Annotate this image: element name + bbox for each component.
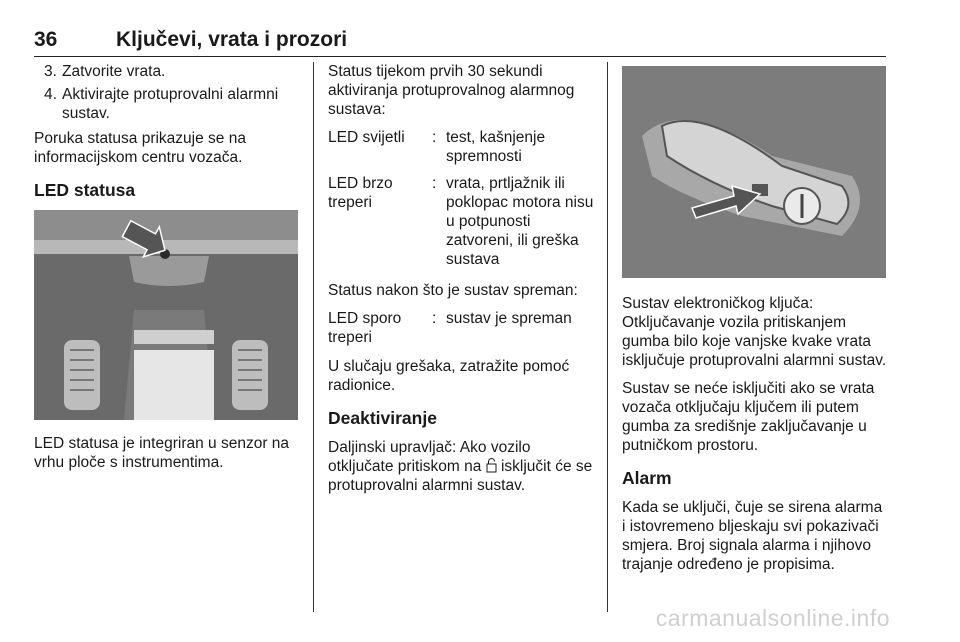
status-intro: Status tijekom prvih 30 sekundi aktiviranja protuprovalnog alarmnog sustava: <box>328 63 575 118</box>
status-after: Status nakon što je sustav spreman: <box>328 282 578 299</box>
column-divider <box>607 62 608 612</box>
page-number: 36 <box>34 28 58 51</box>
column-right <box>622 62 888 583</box>
list-item: 3. Zatvorite vrata. <box>44 63 166 80</box>
section-heading: Alarm <box>622 468 672 488</box>
figure-caption: LED statusa je integriran u senzor na vrhu ploče s instrumentima. <box>34 435 290 471</box>
page-header <box>34 26 886 57</box>
door-handle-photo <box>622 66 886 278</box>
error-paragraph: U slučaju grešaka, zatražite pomoć radionice. <box>328 358 570 394</box>
paragraph: Sustav se neće isključiti ako se vrata vozača otključaju ključem ili putem gumba za središnje zaključavanje u putničkom prostoru. <box>622 380 875 454</box>
dashboard-led-photo <box>34 210 298 420</box>
list-item: LED svijetli : test, kašnjenje spremnosti <box>328 129 546 165</box>
page-title: Ključevi, vrata i prozori <box>116 28 348 51</box>
unlock-icon <box>486 458 497 473</box>
column-divider <box>313 62 314 612</box>
deactivation-paragraph: Daljinski upravljač: Ako vozilo otključate pritiskom na isključit će se protuprovalni alarmni sustav. <box>328 439 593 494</box>
list-item: 4. Aktivirajte protuprovalni alarmni sustav. <box>44 86 279 122</box>
status-paragraph: Poruka statusa prikazuje se na informacijskom centru vozača. <box>34 130 246 166</box>
watermark: carmanualsonline.info <box>655 605 890 631</box>
step-list <box>34 62 298 123</box>
section-heading: LED statusa <box>34 180 136 200</box>
paragraph: Kada se uključi, čuje se sirena alarma i istovremeno bljeskaju svi pokazivači smjera. Broj signala alarma i njihovo trajanje određeno je propisima. <box>622 499 883 573</box>
list-item: LED brzo treperi : vrata, prtljažnik ili poklopac motora nisu u potpunosti zatvoreni, ili greška sustava <box>328 175 594 268</box>
list-item: LED sporo treperi : sustav je spreman <box>328 310 572 346</box>
column-left <box>34 62 298 481</box>
paragraph: Sustav elektroničkog ključa: Otključavanje vozila pritiskanjem gumba bilo koje vanjske kvake vrata isključuje protuprovalni alarmni sustav. <box>622 295 887 369</box>
section-heading: Deaktiviranje <box>328 408 437 428</box>
column-middle <box>328 62 594 504</box>
